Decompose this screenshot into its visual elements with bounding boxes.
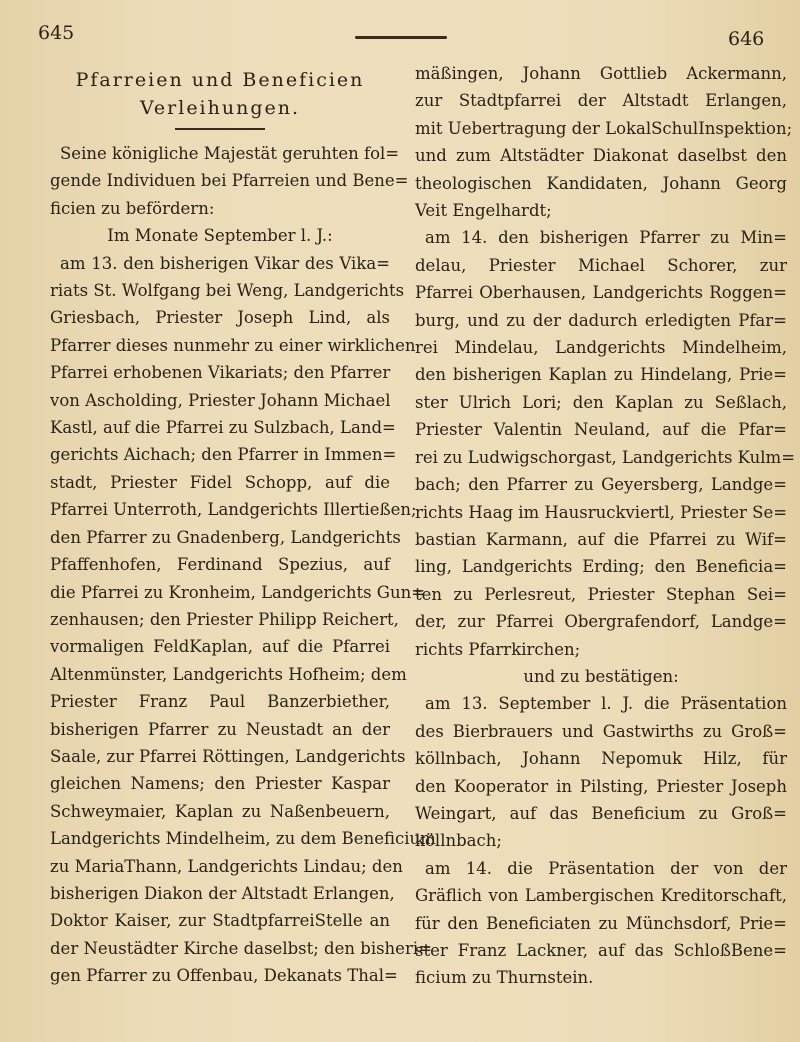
text-line: den bisherigen Kaplan zu Hindelang, Prie= bbox=[415, 365, 787, 385]
text-line: den Pfarrer zu Gnadenberg, Landgerichts bbox=[50, 527, 401, 547]
text-line: bisherigen Pfarrer zu Neustadt an der bbox=[50, 719, 390, 739]
text-line: ster Franz Lackner, auf das SchloßBene= bbox=[415, 941, 787, 960]
title-line: Pfarreien und Beneficien bbox=[75, 69, 365, 91]
text-line: gleichen Namens; den Priester Kaspar bbox=[50, 774, 390, 794]
title-rule bbox=[175, 128, 265, 130]
text-line: rei zu Ludwigschorgast, Landgerichts Kulm= bbox=[415, 447, 796, 467]
text-line: Veit Engelhardt; bbox=[415, 201, 552, 221]
text-line: ten zu Perlesreut, Priester Stephan Sei= bbox=[415, 584, 787, 604]
header-rule bbox=[355, 36, 447, 39]
text-line: Doktor Kaiser, zur StadtpfarreiStelle an bbox=[50, 911, 390, 931]
text-line: Gräflich von Lambergischen Kreditorschaft, bbox=[415, 886, 787, 906]
text-line: zu MariaThann, Landgerichts Lindau; den bbox=[50, 856, 403, 876]
left-column bbox=[50, 60, 436, 990]
right-column bbox=[415, 60, 796, 992]
text-line: ling, Landgerichts Erding; den Beneficia= bbox=[415, 557, 787, 577]
text-line: köllnbach; bbox=[415, 831, 502, 851]
text-line: Kastl, auf die Pfarrei zu Sulzbach, Land= bbox=[50, 418, 396, 438]
text-line: bach; den Pfarrer zu Geyersberg, Landge= bbox=[415, 475, 787, 495]
text-line: Schweymaier, Kaplan zu Naßenbeuern, bbox=[50, 801, 390, 821]
text-line: mit Uebertragung der LokalSchulInspektion; bbox=[415, 118, 793, 138]
text-line: am 13. September l. J. die Präsentation bbox=[425, 694, 787, 714]
text-line: burg, und zu der dadurch erledigten Pfar= bbox=[415, 310, 787, 330]
text-line: des Bierbrauers und Gastwirths zu Groß= bbox=[415, 721, 787, 741]
text-line: am 13. den bisherigen Vikar des Vika= bbox=[60, 253, 390, 273]
text-line: zenhausen; den Priester Philipp Reichert, bbox=[50, 609, 399, 629]
text-line: zur Stadtpfarrei der Altstadt Erlangen, bbox=[415, 91, 787, 111]
text-line: köllnbach, Johann Nepomuk Hilz, für bbox=[415, 749, 787, 769]
text-line: richts Haag im Hausruckviertl, Priester Se= bbox=[415, 502, 788, 522]
text-line: gende Individuen bei Pfarreien und Bene= bbox=[50, 171, 409, 191]
page-number-left: 645 bbox=[38, 22, 75, 44]
text-line: stadt, Priester Fidel Schopp, auf die bbox=[50, 472, 390, 492]
text-line: Altenmünster, Landgerichts Hofheim; dem bbox=[50, 664, 407, 684]
title-line: Verleihungen. bbox=[139, 97, 301, 119]
text-line: den Kooperator in Pilsting, Priester Joseph bbox=[415, 776, 787, 796]
text-line: delau, Priester Michael Schorer, zur bbox=[415, 255, 787, 275]
text-line: ster Ulrich Lori; den Kaplan zu Seßlach, bbox=[415, 392, 787, 412]
text-line: Pfarrei erhobenen Vikariats; den Pfarrer bbox=[50, 363, 391, 383]
text-line: Pfarrei Unterroth, Landgerichts Illertießen; bbox=[50, 500, 417, 520]
text-line: theologischen Kandidaten, Johann Georg bbox=[415, 173, 787, 193]
text-line: Saale, zur Pfarrei Röttingen, Landgerichts bbox=[50, 746, 406, 766]
text-line: ficien zu befördern: bbox=[50, 198, 215, 218]
text-line: Priester Valentin Neuland, auf die Pfar= bbox=[415, 420, 787, 440]
text-line: gerichts Aichach; den Pfarrer in Immen= bbox=[50, 445, 397, 465]
text-line: Weingart, auf das Beneficium zu Groß= bbox=[415, 803, 787, 823]
left-body-text bbox=[50, 140, 436, 990]
text-line: ficium zu Thurnstein. bbox=[415, 968, 594, 988]
text-line: mäßingen, Johann Gottlieb Ackermann, bbox=[415, 64, 787, 83]
text-line: die Pfarrei zu Kronheim, Landgerichts Gun= bbox=[50, 582, 426, 602]
page-number-right: 646 bbox=[728, 28, 765, 50]
text-line: von Ascholding, Priester Johann Michael bbox=[50, 390, 391, 410]
text-line: am 14. den bisherigen Pfarrer zu Min= bbox=[425, 228, 787, 248]
text-line: für den Beneficiaten zu Münchsdorf, Prie= bbox=[415, 913, 787, 933]
text-line: Pfarrer dieses nunmehr zu einer wirklichen bbox=[50, 335, 416, 355]
text-line: bisherigen Diakon der Altstadt Erlangen, bbox=[50, 883, 395, 903]
right-body-text bbox=[415, 60, 796, 992]
text-line: Seine königliche Majestät geruhten fol= bbox=[60, 144, 400, 163]
section-title bbox=[50, 66, 390, 122]
text-line: Pfaffenhofen, Ferdinand Spezius, auf bbox=[50, 555, 390, 575]
text-line: Pfarrei Oberhausen, Landgerichts Roggen= bbox=[415, 283, 787, 303]
text-line: am 14. die Präsentation der von der bbox=[425, 858, 787, 878]
text-line: Landgerichts Mindelheim, zu dem Beneficium bbox=[50, 829, 436, 849]
text-line: der Neustädter Kirche daselbst; den bisheri= bbox=[50, 938, 432, 958]
text-line: bastian Karmann, auf die Pfarrei zu Wif= bbox=[415, 529, 787, 549]
text-line: und zum Altstädter Diakonat daselbst den bbox=[415, 146, 787, 166]
text-line: Im Monate September l. J.: bbox=[107, 226, 333, 246]
text-line: vormaligen FeldKaplan, auf die Pfarrei bbox=[50, 637, 390, 657]
text-line: der, zur Pfarrei Obergrafendorf, Landge= bbox=[415, 612, 787, 632]
text-line: gen Pfarrer zu Offenbau, Dekanats Thal= bbox=[50, 966, 398, 986]
text-line: rei Mindelau, Landgerichts Mindelheim, bbox=[415, 338, 787, 358]
text-line: richts Pfarrkirchen; bbox=[415, 639, 581, 659]
text-line: Griesbach, Priester Joseph Lind, als bbox=[50, 308, 390, 328]
text-line: und zu bestätigen: bbox=[523, 666, 679, 686]
text-line: riats St. Wolfgang bei Weng, Landgerichts bbox=[50, 281, 405, 301]
text-line: Priester Franz Paul Banzerbiether, bbox=[50, 692, 390, 712]
